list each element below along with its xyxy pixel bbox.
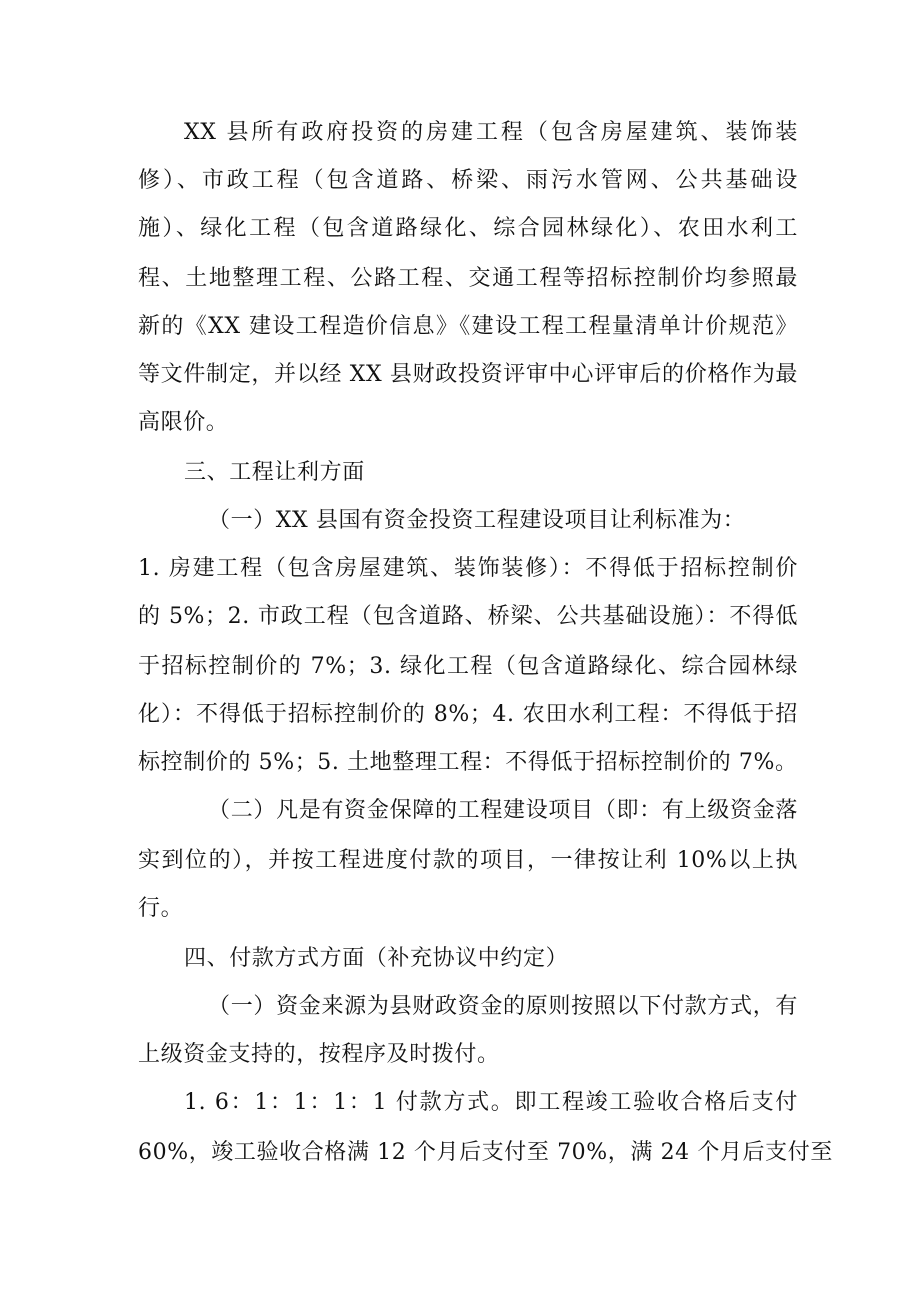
section-heading: 三、工程让利方面: [184, 460, 365, 485]
paragraph-line: 实到位的），并按工程进度付款的项目，一律按让利 10%以上执: [138, 848, 798, 873]
paragraph-line: 1. 6：1：1：1：1 付款方式。即工程竣工验收合格后支付: [184, 1090, 798, 1115]
subsection-heading: （一）XX 县国有资金投资工程建设项目让利标准为：: [208, 508, 746, 533]
paragraph-line: 化）：不得低于招标控制价的 8%；4. 农田水利工程：不得低于招: [138, 702, 798, 727]
paragraph-line: 施）、绿化工程（包含道路绿化、综合园林绿化）、农田水利工: [138, 216, 798, 241]
paragraph-line: 程、土地整理工程、公路工程、交通工程等招标控制价均参照最: [138, 266, 798, 291]
paragraph-line: 于招标控制价的 7%；3. 绿化工程（包含道路绿化、综合园林绿: [138, 654, 798, 679]
paragraph-line: 等文件制定，并以经 XX 县财政投资评审中心评审后的价格作为最: [138, 362, 798, 387]
paragraph-line: 新的《XX 建设工程造价信息》《建设工程工程量清单计价规范》: [138, 314, 798, 339]
paragraph-line: 60%，竣工验收合格满 12 个月后支付至 70%，满 24 个月后支付至: [138, 1140, 833, 1165]
paragraph-line: 上级资金支持的，按程序及时拨付。: [138, 1042, 500, 1067]
paragraph-line: （二）凡是有资金保障的工程建设项目（即：有上级资金落: [208, 798, 798, 823]
section-heading: 四、付款方式方面（补充协议中约定）: [184, 946, 569, 971]
paragraph-line: XX 县所有政府投资的房建工程（包含房屋建筑、装饰装: [184, 120, 798, 145]
paragraph-line: 的 5%；2. 市政工程（包含道路、桥梁、公共基础设施）：不得低: [138, 604, 798, 629]
paragraph-line: 标控制价的 5%；5. 土地整理工程：不得低于招标控制价的 7%。: [138, 750, 798, 775]
paragraph-line: 行。: [138, 896, 184, 921]
paragraph-line: 1. 房建工程（包含房屋建筑、装饰装修）：不得低于招标控制价: [138, 556, 798, 581]
paragraph-line: 高限价。: [138, 410, 229, 435]
paragraph-line: 修）、市政工程（包含道路、桥梁、雨污水管网、公共基础设: [138, 168, 798, 193]
paragraph-line: （一）资金来源为县财政资金的原则按照以下付款方式，有: [208, 994, 798, 1019]
